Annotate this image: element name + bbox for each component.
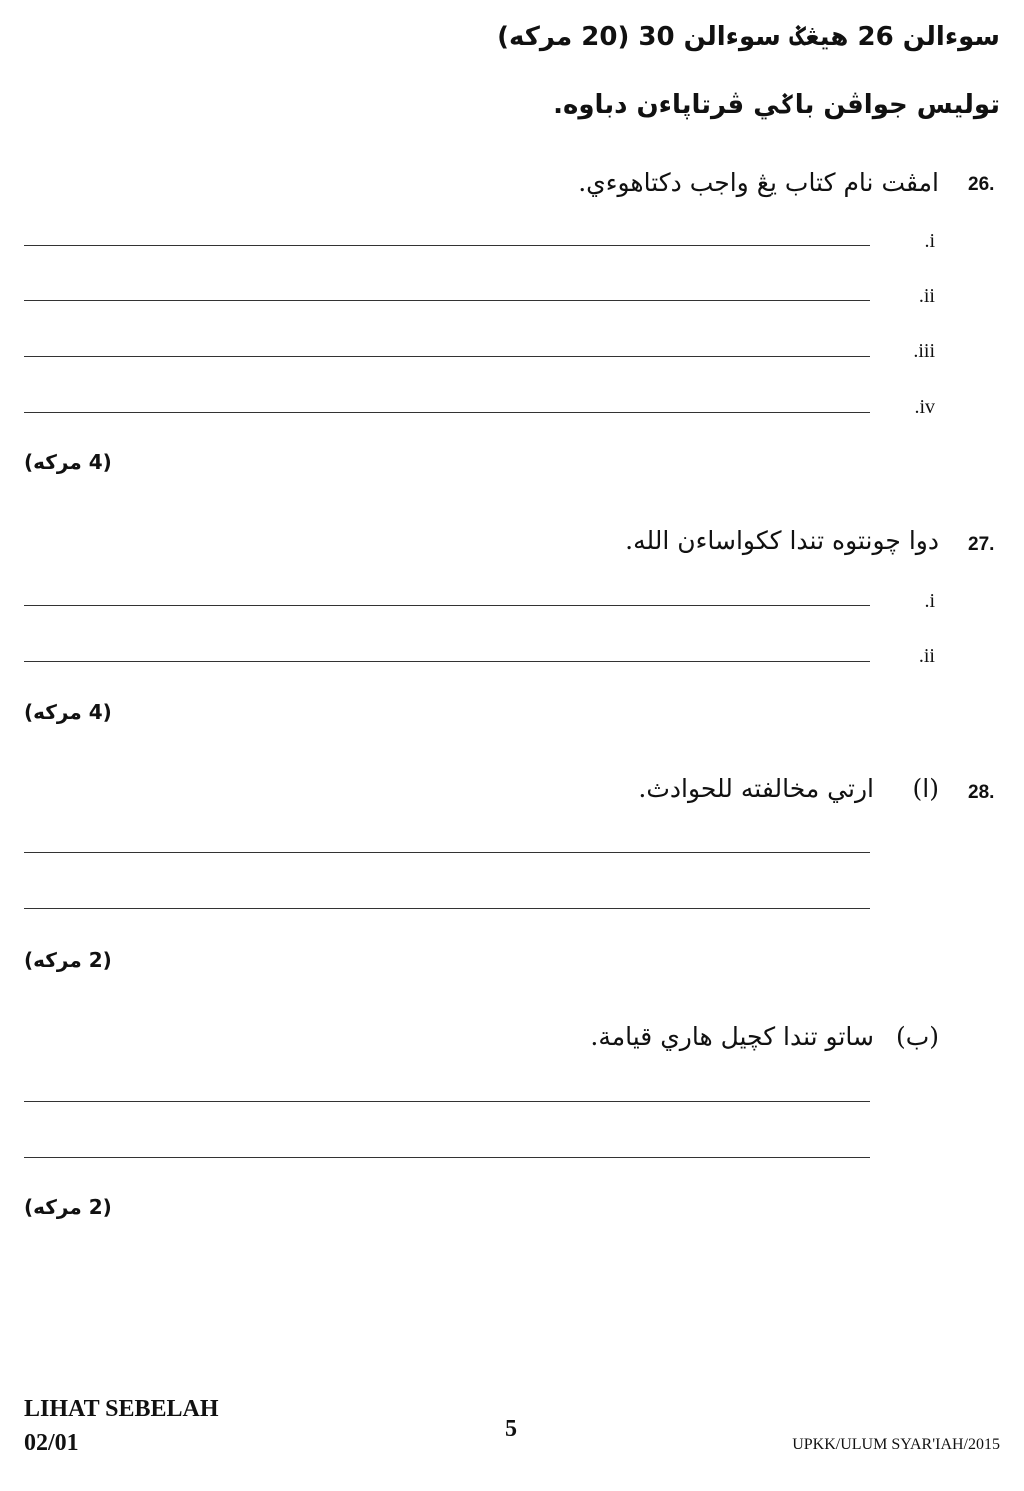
q26-answer-line-1[interactable] xyxy=(24,245,870,246)
question-26-number: 26. xyxy=(968,174,995,195)
see-next-page-label: LIHAT SEBELAH xyxy=(24,1396,219,1422)
q27-answer-line-2[interactable] xyxy=(24,661,870,662)
instruction-text: توليس جواڤن باݢي ڤرتاڽاءن دباوه. xyxy=(553,90,1000,120)
q28b-answer-line-1[interactable] xyxy=(24,1101,870,1102)
q26-answer-line-2[interactable] xyxy=(24,300,870,301)
q28a-answer-line-2[interactable] xyxy=(24,908,870,909)
question-26-text: امڤت نام كتاب يڠ واجب دكتاهوءي. xyxy=(578,168,939,197)
q26-item-iv-label: .iv xyxy=(914,396,935,418)
q27-item-i-label: .i xyxy=(924,590,935,612)
q26-item-ii-label: .ii xyxy=(918,285,935,307)
q28a-text: ارتي مخالفته للحوادث. xyxy=(638,774,874,803)
q26-item-i-label: .i xyxy=(924,230,935,252)
q26-item-iii-label: .iii xyxy=(913,340,935,362)
q28b-marks: (2 مركه) xyxy=(24,1195,112,1219)
q27-item-ii-label: .ii xyxy=(918,645,935,667)
q27-marks: (4 مركه) xyxy=(24,700,112,724)
page-number: 5 xyxy=(505,1416,517,1442)
q28a-marks: (2 مركه) xyxy=(24,948,112,972)
q28a-label: (ا) xyxy=(912,774,939,803)
paper-code: 02/01 xyxy=(24,1430,79,1456)
question-28-number: 28. xyxy=(968,782,995,803)
q28b-text: ساتو تندا كچيل هاري قيامة. xyxy=(590,1022,874,1051)
question-27-text: دوا چونتوه تندا ككواساءن الله. xyxy=(625,526,939,555)
q26-answer-line-4[interactable] xyxy=(24,412,870,413)
question-27-number: 27. xyxy=(968,534,995,555)
q28b-label: (ب) xyxy=(895,1022,939,1051)
q26-marks: (4 مركه) xyxy=(24,450,112,474)
q28a-answer-line-1[interactable] xyxy=(24,852,870,853)
section-title: سوءالن 26 هيڠݢ سوءالن 30 (20 مركه) xyxy=(497,22,1000,52)
q26-answer-line-3[interactable] xyxy=(24,356,870,357)
q27-answer-line-1[interactable] xyxy=(24,605,870,606)
q28b-answer-line-2[interactable] xyxy=(24,1157,870,1158)
exam-code: UPKK/ULUM SYAR'IAH/2015 xyxy=(792,1436,1000,1453)
